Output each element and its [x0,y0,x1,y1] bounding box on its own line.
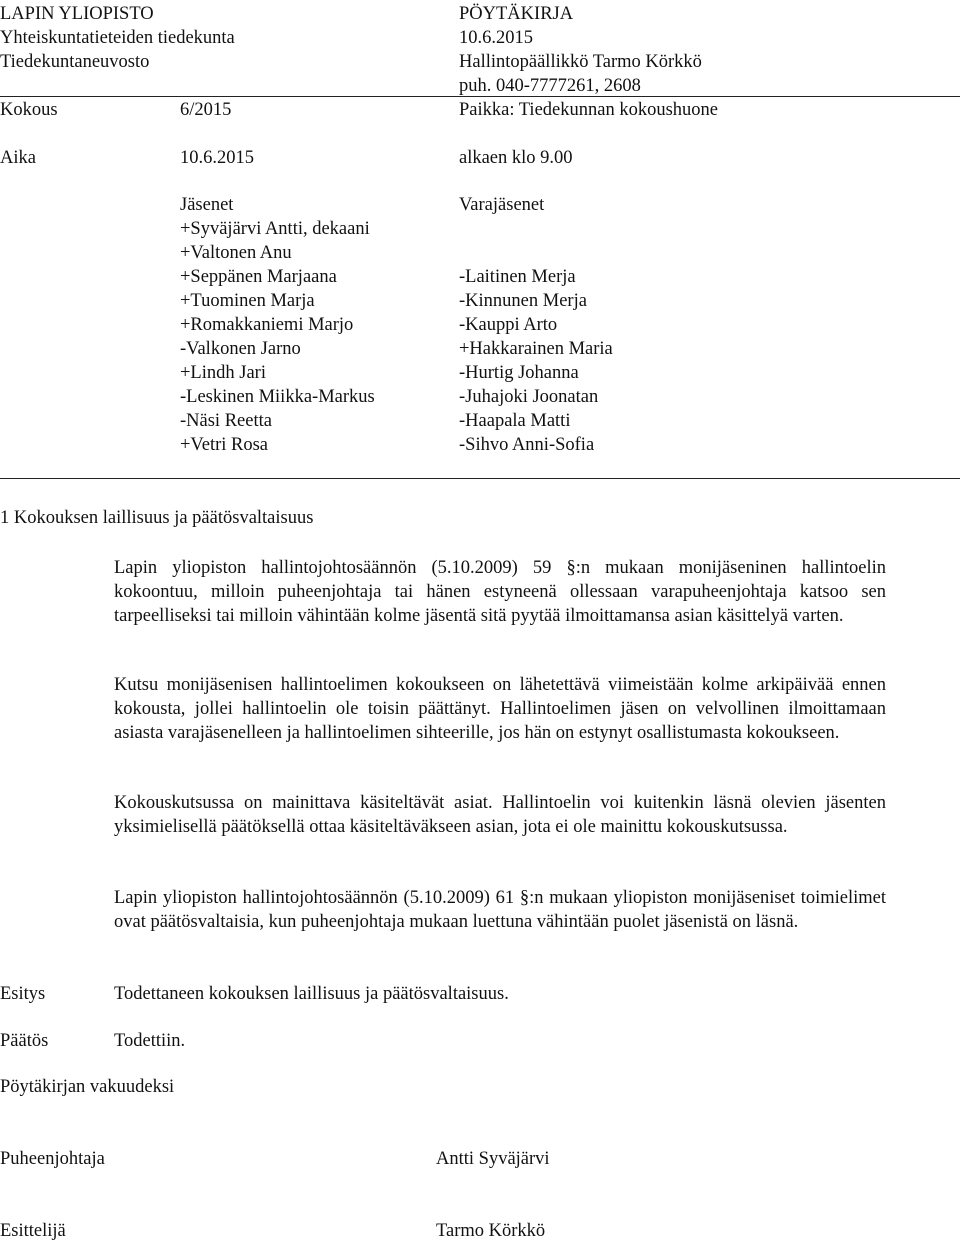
meeting-label: Kokous [0,100,58,120]
decision-text: Todettiin. [114,1031,186,1051]
document-date: 10.6.2015 [459,28,533,48]
section-paragraph: Lapin yliopiston hallintojohtosäännön (5.10.2009) 61 §:n mukaan yliopiston monijäseniset toimielimet ovat päätösvaltaisia, kun puheenjohtaja mukaan luettuna vähintään puolet jäsenistä on läsnä. [114,888,886,932]
section-paragraph: Kutsu monijäsenisen hallintoelimen kokoukseen on lähetettävä viimeistään kolme arkipäivää ennen kokousta, jollei hallintoelin ole toisin päättänyt. Hallintoelimen jäsen on velvollinen ilmoittamaan asiasta varajäsenelleen ja hallintoelimen sihteerille, jos hän on estynyt osallistumasta kokoukseen. [114,675,886,743]
meeting-place: Paikka: Tiedekunnan kokoushuone [459,100,718,120]
member-item: -Valkonen Jarno [180,339,301,359]
signatures-heading: Pöytäkirjan vakuudeksi [0,1077,175,1097]
deputies-heading: Varajäsenet [459,195,545,215]
members-heading: Jäsenet [180,195,234,215]
secretary-label: Esittelijä [0,1221,66,1241]
chair-name: Antti Syväjärvi [436,1149,550,1169]
secretary-name: Tarmo Körkkö [436,1221,546,1241]
section-title: 1 Kokouksen laillisuus ja päätösvaltaisuus [0,508,314,528]
member-item: +Seppänen Marjaana [180,267,337,287]
member-item: +Romakkaniemi Marjo [180,315,354,335]
contact-phone: puh. 040-7777261, 2608 [459,76,641,96]
member-item: +Syväjärvi Antti, dekaani [180,219,370,239]
proposal-text: Todettaneen kokouksen laillisuus ja päätösvaltaisuus. [114,984,509,1004]
deputy-item: -Kinnunen Merja [459,291,587,311]
section-paragraph: Kokouskutsussa on mainittava käsiteltävät asiat. Hallintoelin voi kuitenkin läsnä olevien jäsenten yksimielisellä päätöksellä ottaa käsiteltäväkseen asian, jota ei ole mainittu kokouskutsussa. [114,793,886,837]
meeting-start-time: alkaen klo 9.00 [459,148,573,168]
deputy-item: -Kauppi Arto [459,315,558,335]
proposal-label: Esitys [0,984,46,1004]
section-paragraph: Lapin yliopiston hallintojohtosäännön (5.10.2009) 59 §:n mukaan monijäseninen hallintoelin kokoontuu, milloin puheenjohtaja tai hänen estyneenä ollessaan varapuheenjohtaja katsoo sen tarpeelliseksi tai milloin vähintään kolme jäsentä sitä pyytää ilmoittamansa asian käsittelyä varten. [114,558,886,626]
member-item: +Tuominen Marja [180,291,315,311]
faculty-name: Yhteiskuntatieteiden tiedekunta [0,28,235,48]
document-type: PÖYTÄKIRJA [459,4,574,24]
member-item: +Lindh Jari [180,363,266,383]
header-divider [0,96,960,97]
decision-label: Päätös [0,1031,49,1051]
deputy-item: -Laitinen Merja [459,267,576,287]
member-item: +Valtonen Anu [180,243,292,263]
attendance-divider [0,478,960,479]
chair-label: Puheenjohtaja [0,1149,105,1169]
deputy-item: +Hakkarainen Maria [459,339,613,359]
deputy-item: -Haapala Matti [459,411,571,431]
deputy-item: -Sihvo Anni-Sofia [459,435,595,455]
time-label: Aika [0,148,36,168]
organization-name: LAPIN YLIOPISTO [0,4,154,24]
member-item: -Leskinen Miikka-Markus [180,387,375,407]
deputy-item: -Hurtig Johanna [459,363,579,383]
deputy-item: -Juhajoki Joonatan [459,387,599,407]
meeting-number: 6/2015 [180,100,232,120]
meeting-date: 10.6.2015 [180,148,254,168]
contact-name: Hallintopäällikkö Tarmo Körkkö [459,52,702,72]
member-item: -Näsi Reetta [180,411,272,431]
council-name: Tiedekuntaneuvosto [0,52,150,72]
member-item: +Vetri Rosa [180,435,269,455]
